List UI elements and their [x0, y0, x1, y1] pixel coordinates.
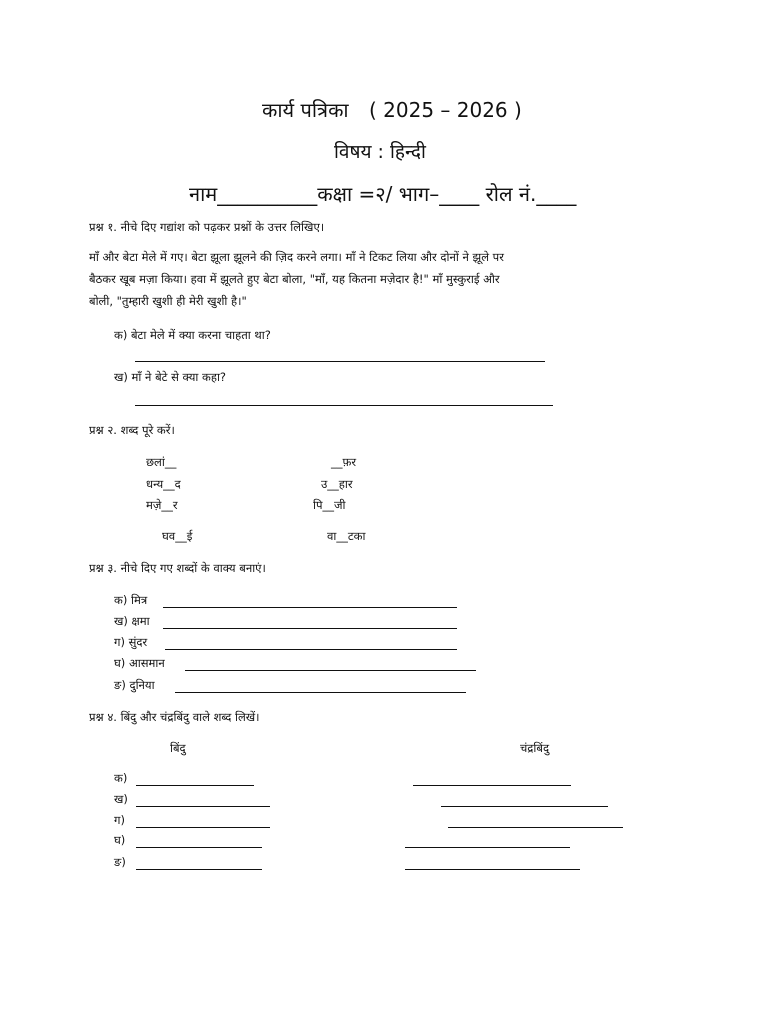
q3-item: ग) सुंदर: [114, 635, 148, 649]
answer-line: [135, 361, 545, 362]
q4-item: ग): [114, 813, 125, 827]
answer-line: [136, 806, 270, 807]
student-details-line: नाम__________कक्षा =२/ भाग–____ रोल नं.____: [189, 182, 577, 206]
q3-label: प्रश्न ३. नीचे दिए गए शब्दों के वाक्य बनाएं।: [89, 561, 266, 575]
answer-line: [448, 827, 623, 828]
q4-item: ङ): [114, 855, 126, 869]
word-blank: पि__जी: [313, 498, 346, 512]
q1-label: प्रश्न १. नीचे दिए गद्यांश को पढ़कर प्रश्नों के उत्तर लिखिए।: [89, 220, 325, 234]
answer-line: [163, 607, 457, 608]
q4-item: ख): [114, 792, 128, 806]
q1-question-b: ख) माँ ने बेटे से क्या कहा?: [114, 370, 227, 384]
answer-line: [136, 827, 270, 828]
q2-label: प्रश्न २. शब्द पूरे करें।: [89, 423, 175, 437]
word-blank: वा__टका: [327, 529, 366, 543]
column-heading-bindu: बिंदु: [170, 741, 186, 755]
word-blank: __फ़र: [331, 455, 357, 469]
passage-line: माँ और बेटा मेले में गए। बेटा झूला झूलने की ज़िद करने लगा। माँ ने टिकट लिया और दोनों ने झूले पर: [89, 250, 504, 264]
word-blank: घव__ई: [162, 529, 193, 543]
subject-heading: विषय : हिन्दी: [334, 141, 426, 163]
q4-label: प्रश्न ४. बिंदु और चंद्रबिंदु वाले शब्द लिखें।: [89, 710, 260, 724]
answer-line: [163, 628, 457, 629]
q1-passage: [89, 246, 504, 312]
column-heading-chandrabindu: चंद्रबिंदु: [520, 741, 550, 755]
q3-item: ङ) दुनिया: [114, 678, 155, 692]
answer-line: [175, 692, 466, 693]
word-blank: धन्य__द: [146, 477, 181, 491]
word-blank: मज़े__र: [146, 498, 178, 512]
answer-line: [405, 869, 580, 870]
answer-line: [441, 806, 608, 807]
answer-line: [136, 869, 262, 870]
q3-item: क) मित्र: [114, 593, 148, 607]
answer-line: [135, 405, 553, 406]
q3-item: ख) क्षमा: [114, 614, 150, 628]
answer-line: [136, 847, 262, 848]
passage-line: बैठकर खूब मज़ा किया। हवा में झूलते हुए बेटा बोला, "माँ, यह कितना मज़ेदार है!" माँ मुस्कुराई और: [89, 272, 500, 286]
answer-line: [185, 670, 476, 671]
q1-question-a: क) बेटा मेले में क्या करना चाहता था?: [114, 328, 271, 342]
answer-line: [405, 847, 570, 848]
session-year: ( 2025 – 2026 ): [368, 98, 522, 122]
title-text: कार्य पत्रिका: [262, 98, 349, 122]
worksheet-title: [262, 96, 522, 123]
word-blank: छलां__: [146, 455, 177, 469]
answer-line: [136, 785, 254, 786]
word-blank: उ__हार: [321, 477, 353, 491]
q3-item: घ) आसमान: [114, 656, 165, 670]
answer-line: [165, 649, 457, 650]
q4-item: क): [114, 771, 128, 785]
q4-item: घ): [114, 833, 126, 847]
answer-line: [413, 785, 571, 786]
passage-line: बोली, "तुम्हारी खुशी ही मेरी खुशी है।": [89, 294, 247, 308]
